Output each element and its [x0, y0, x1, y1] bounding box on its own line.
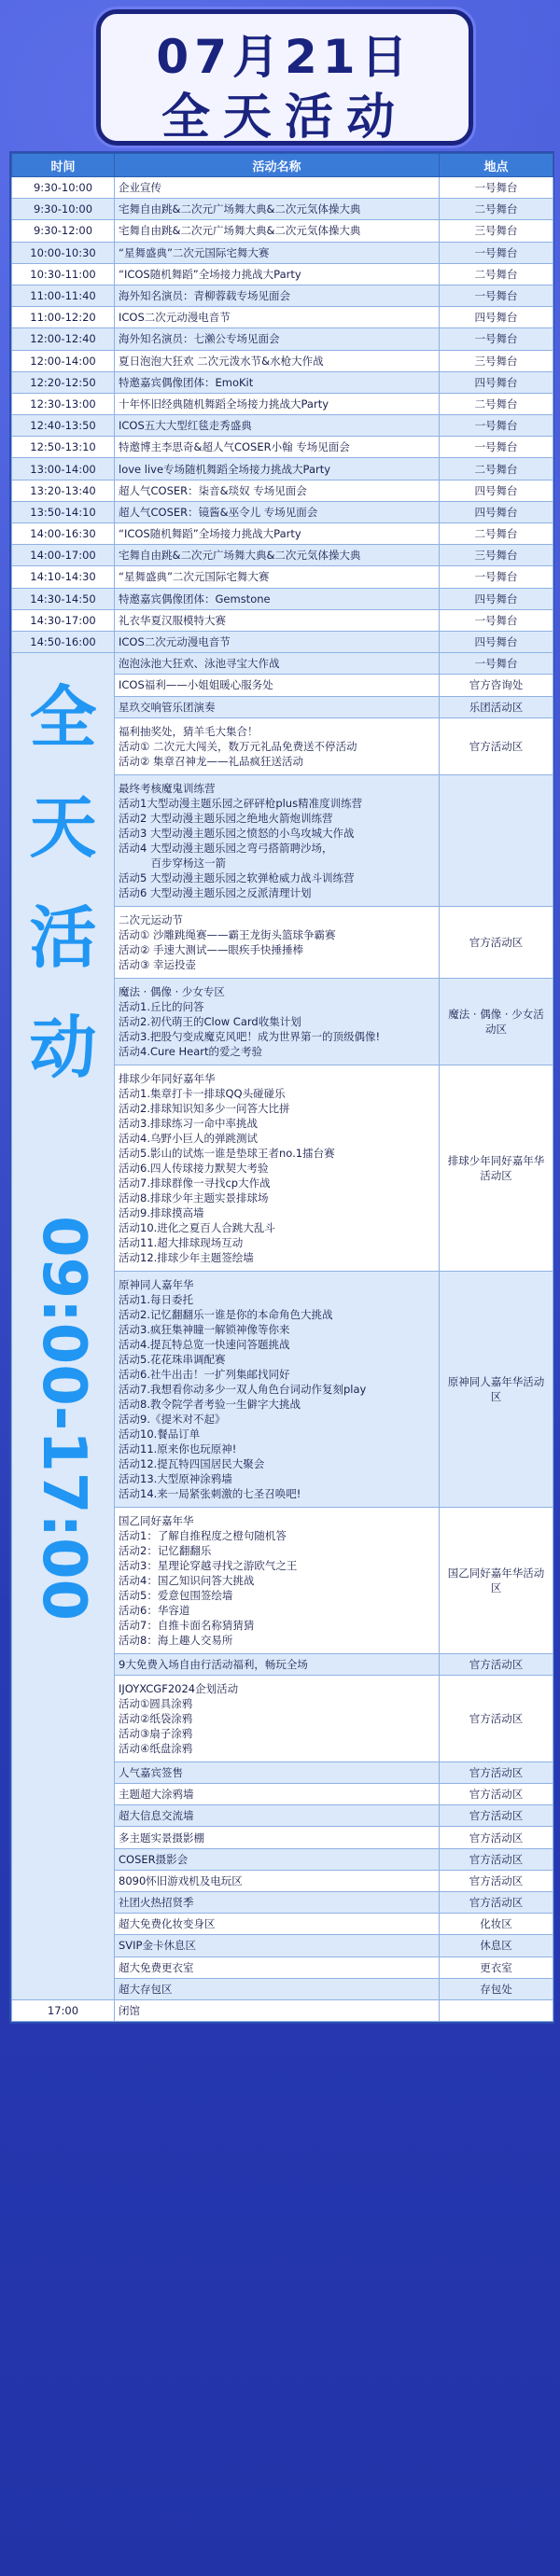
row-venue: 二号舞台 [440, 263, 553, 285]
activity-line: 活动7：自推卡面名称猜猜猜 [119, 1618, 255, 1632]
table-row [12, 371, 553, 393]
allday-activity [115, 1065, 440, 1271]
table-row [12, 307, 553, 328]
schedule-table [9, 151, 554, 2024]
activity-line: 活动4.Cure Heart的爱之考验 [119, 1044, 263, 1058]
activity-line: 活动8.教令院学者考验一生僻字大挑战 [119, 1397, 301, 1411]
activity-line: 活动④纸盘涂鸦 [119, 1741, 193, 1755]
allday-activity [115, 1271, 440, 1507]
row-activity: “ICOS随机舞蹈”全场接力挑战大Party [115, 263, 440, 285]
activity-line: 活动9.《提米对不起》 [119, 1412, 226, 1426]
allday-activity [115, 1827, 440, 1848]
row-time: 12:20-12:50 [12, 371, 115, 393]
allday-label-char: 全 [29, 678, 97, 758]
table-row [12, 328, 553, 350]
activity-line: 福利抽奖处，猜羊毛大集合！ [119, 724, 259, 738]
allday-activity [115, 1935, 440, 1956]
activity-line: 超大信息交流墙 [119, 1809, 194, 1823]
activity-line: 8090怀旧游戏机及电玩区 [119, 1873, 243, 1887]
activity-line: 活动8.排球少年主题实景排球场 [119, 1191, 269, 1204]
row-venue: 三号舞台 [440, 545, 553, 566]
allday-label [12, 653, 115, 2000]
table-row [12, 242, 553, 263]
activity-line: 活动7.我想看你动多少一双人角色台词动作复刻play [119, 1382, 367, 1396]
activity-line: 活动① 沙雕跳绳赛——霸王龙街头篮球争霸赛 [119, 927, 336, 941]
row-venue: 二号舞台 [440, 393, 553, 414]
row-time: 10:30-11:00 [12, 263, 115, 285]
row-time: 12:00-12:40 [12, 328, 115, 350]
allday-activity [115, 978, 440, 1065]
allday-activity [115, 1956, 440, 1978]
row-venue: 四号舞台 [440, 480, 553, 501]
row-venue: 一号舞台 [440, 609, 553, 631]
row-time: 10:00-10:30 [12, 242, 115, 263]
activity-line: 活动6.四人传球接力默契大考验 [119, 1161, 269, 1175]
activity-line: 活动4：国乙知识问答大挑战 [119, 1573, 255, 1587]
activity-line: 活动②纸袋涂鸦 [119, 1711, 193, 1725]
allday-label-char: 动 [29, 1009, 97, 1088]
allday-venue: 官方活动区 [440, 1653, 553, 1675]
row-venue: 一号舞台 [440, 437, 553, 458]
row-venue: 四号舞台 [440, 371, 553, 393]
activity-line: 排球少年同好嘉年华 [119, 1071, 216, 1085]
allday-venue: 官方活动区 [440, 1784, 553, 1805]
title-subtitle: 全天活动 [161, 90, 408, 146]
activity-line: 活动2.初代萌王的Clow Card收集计划 [119, 1014, 301, 1028]
allday-venue: 国乙同好嘉年华活动区 [440, 1507, 553, 1653]
row-activity: 宅舞自由跳&二次元广场舞大典&二次元気体操大典 [115, 199, 440, 220]
row-activity: 特邀博主李思奇&超人气COSER小翰 专场见面会 [115, 437, 440, 458]
allday-time-text: 09:00-17:00 [28, 1216, 98, 1622]
activity-line: 活动4.乌野小巨人的弹跳测试 [119, 1131, 258, 1145]
activity-line: 魔法 · 偶像 · 少女专区 [119, 984, 225, 998]
activity-line: 活动11.原来你也玩原神! [119, 1441, 237, 1455]
row-activity: 夏日泡泡大狂欢 二次元泼水节&水枪大作战 [115, 350, 440, 371]
activity-line: 活动10.餐品订单 [119, 1427, 201, 1441]
activity-line: 活动5 大型动漫主题乐园之软弹枪威力战斗训练营 [119, 870, 355, 884]
row-time: 11:00-12:20 [12, 307, 115, 328]
table-row [12, 501, 553, 522]
row-time: 13:00-14:00 [12, 458, 115, 480]
allday-activity [115, 653, 440, 675]
row-activity: “ICOS随机舞蹈”全场接力挑战大Party [115, 523, 440, 545]
row-venue: 四号舞台 [440, 501, 553, 522]
row-activity: 企业宣传 [115, 177, 440, 199]
allday-venue: 官方活动区 [440, 1805, 553, 1827]
row-activity: ICOS五大大型红毯走秀盛典 [115, 415, 440, 437]
allday-label-char: 活 [29, 898, 97, 978]
activity-line: 社团火热招贤季 [119, 1896, 194, 1910]
table-row [12, 631, 553, 652]
allday-label-char: 天 [29, 788, 97, 868]
activity-line: 活动3：星理论穿越寻找之游欧气之王 [119, 1558, 298, 1572]
allday-venue: 休息区 [440, 1935, 553, 1956]
row-venue: 四号舞台 [440, 588, 553, 609]
row-venue: 一号舞台 [440, 566, 553, 588]
activity-line: 活动2：记忆翻翻乐 [119, 1543, 212, 1557]
row-venue: 一号舞台 [440, 415, 553, 437]
allday-venue: 魔法 · 偶像 · 少女活动区 [440, 978, 553, 1065]
allday-label-time [16, 1138, 110, 1698]
activity-line: 活动14.来一局紧张刺激的七圣召唤吧! [119, 1486, 301, 1500]
row-activity: “星舞盛典”二次元国际宅舞大赛 [115, 242, 440, 263]
activity-line: 活动2 大型动漫主题乐园之绝地火箭炮训练营 [119, 811, 333, 825]
allday-activity [115, 1892, 440, 1914]
activity-line: 活动② 集章召神龙——礼品疯狂送活动 [119, 754, 303, 768]
row-activity: 特邀嘉宾偶像团体：Gemstone [115, 588, 440, 609]
table-row [12, 285, 553, 306]
table-row [12, 545, 553, 566]
row-venue: 三号舞台 [440, 220, 553, 242]
row-venue: 四号舞台 [440, 631, 553, 652]
activity-line: 活动1.每日委托 [119, 1292, 193, 1306]
closing-time: 17:00 [12, 1999, 115, 2021]
row-time: 13:50-14:10 [12, 501, 115, 522]
allday-activity [115, 1507, 440, 1653]
activity-line: 超大存包区 [119, 1982, 173, 1996]
closing-name: 闭馆 [115, 1999, 440, 2021]
row-time: 12:00-14:00 [12, 350, 115, 371]
allday-activity [115, 1848, 440, 1870]
allday-venue: 官方活动区 [440, 1761, 553, 1783]
row-activity: 宅舞自由跳&二次元广场舞大典&二次元気体操大典 [115, 220, 440, 242]
activity-line: 活动3.把股勺变成魔克风吧！成为世界第一的顶级偶像! [119, 1029, 381, 1043]
activity-line: 多主题实景摄影棚 [119, 1831, 204, 1845]
allday-activity [115, 774, 440, 906]
allday-venue: 化妆区 [440, 1914, 553, 1935]
activity-line: 活动5.花花珠串调配赛 [119, 1352, 226, 1366]
activity-line: 活动1.集章打卡一排球QQ头碰碰乐 [119, 1086, 286, 1100]
allday-venue: 乐团活动区 [440, 696, 553, 717]
activity-line: 百步穿杨这一箭 [119, 856, 226, 870]
title-date: 07月21日 [156, 30, 413, 84]
header-venue: 地点 [440, 154, 553, 177]
row-time: 9:30-12:00 [12, 220, 115, 242]
activity-line: 活动9.排球摸高墙 [119, 1205, 204, 1219]
allday-activity [115, 1675, 440, 1761]
allday-activity [115, 906, 440, 978]
row-time: 9:30-10:00 [12, 177, 115, 199]
table-row [12, 480, 553, 501]
activity-line: 活动4.提瓦特总览一快速问答题挑战 [119, 1337, 290, 1351]
activity-line: 活动7.排球群像一寻找cp大作战 [119, 1176, 271, 1190]
allday-venue: 一号舞台 [440, 653, 553, 675]
activity-line: COSER摄影会 [119, 1852, 189, 1866]
allday-venue: 官方活动区 [440, 1848, 553, 1870]
table-row [12, 415, 553, 437]
row-venue: 二号舞台 [440, 523, 553, 545]
row-time: 14:00-16:30 [12, 523, 115, 545]
activity-line: 活动11.超大排球现场互动 [119, 1235, 244, 1249]
allday-label-chars [16, 662, 110, 1103]
allday-venue: 官方活动区 [440, 717, 553, 774]
activity-line: 活动1.丘比的问答 [119, 999, 204, 1013]
activity-line: 最终考核魔鬼训练营 [119, 781, 216, 795]
row-time: 14:30-17:00 [12, 609, 115, 631]
row-activity: ICOS二次元动漫电音节 [115, 631, 440, 652]
allday-venue: 官方活动区 [440, 1892, 553, 1914]
row-time: 14:00-17:00 [12, 545, 115, 566]
activity-line: ICOS福利——小姐姐暖心服务处 [119, 678, 273, 692]
activity-line: SVIP金卡休息区 [119, 1939, 196, 1953]
activity-line: 活动5.影山的试炼一谁是垫球王者no.1擂台赛 [119, 1146, 335, 1160]
activity-line: 活动5：爱意包围签绘墙 [119, 1588, 233, 1602]
allday-activity [115, 1870, 440, 1891]
row-activity: “星舞盛典”二次元国际宅舞大赛 [115, 566, 440, 588]
activity-line: 活动1：了解自推程度之橙句随机答 [119, 1528, 287, 1542]
allday-row [12, 653, 553, 675]
row-activity: 海外知名演员：七濑公专场见面会 [115, 328, 440, 350]
table-row [12, 177, 553, 199]
allday-venue: 官方活动区 [440, 1870, 553, 1891]
table-row [12, 523, 553, 545]
row-time: 12:30-13:00 [12, 393, 115, 414]
row-time: 14:10-14:30 [12, 566, 115, 588]
allday-label-box [16, 653, 110, 1999]
allday-activity [115, 696, 440, 717]
row-time: 9:30-10:00 [12, 199, 115, 220]
activity-line: 活动6.社牛出击！一扩列集邮找同好 [119, 1367, 290, 1381]
row-venue: 一号舞台 [440, 285, 553, 306]
activity-line: 活动③ 幸运投壶 [119, 957, 196, 971]
closing-row [12, 1999, 553, 2021]
row-time: 14:50-16:00 [12, 631, 115, 652]
table-row [12, 350, 553, 371]
row-venue: 二号舞台 [440, 199, 553, 220]
activity-line: 9大免费入场自由行活动福利，畅玩全场 [119, 1657, 308, 1671]
table-row [12, 437, 553, 458]
allday-venue: 更衣室 [440, 1956, 553, 1978]
activity-line: 活动4 大型动漫主题乐园之弯弓搭箭聘沙场， [119, 841, 333, 855]
row-activity: 超人气COSER：镜酱&巫令儿 专场见面会 [115, 501, 440, 522]
header-name: 活动名称 [115, 154, 440, 177]
activity-line: 星玖交响管乐团演奏 [119, 700, 216, 714]
activity-line: 活动6：华容道 [119, 1603, 190, 1617]
table-row [12, 263, 553, 285]
row-time: 13:20-13:40 [12, 480, 115, 501]
activity-line: 活动2.排球知识知多少一问答大比拼 [119, 1101, 290, 1115]
table-header-row [12, 154, 553, 177]
allday-activity [115, 1784, 440, 1805]
row-time: 11:00-11:40 [12, 285, 115, 306]
activity-line: 活动3 大型动漫主题乐园之愤怒的小鸟攻城大作战 [119, 826, 355, 840]
activity-line: 人气嘉宾签售 [119, 1765, 183, 1779]
row-activity: ICOS二次元动漫电音节 [115, 307, 440, 328]
row-activity: 礼衣华夏汉服模特大赛 [115, 609, 440, 631]
activity-line: 原神同人嘉年华 [119, 1277, 194, 1291]
activity-line: 活动①圆具涂鸦 [119, 1696, 193, 1710]
allday-activity [115, 1761, 440, 1783]
activity-line: 活动12.提瓦特四国居民大聚会 [119, 1456, 265, 1470]
allday-venue: 原神同人嘉年华活动区 [440, 1271, 553, 1507]
allday-activity [115, 1978, 440, 1999]
activity-line: 国乙同好嘉年华 [119, 1513, 194, 1527]
row-time: 14:30-14:50 [12, 588, 115, 609]
activity-line: 活动1大型动漫主题乐园之砰砰枪plus精准度训练营 [119, 796, 363, 810]
activity-line: 活动3.排球练习一命中率挑战 [119, 1116, 258, 1130]
row-venue: 三号舞台 [440, 350, 553, 371]
row-activity: love live专场随机舞蹈全场接力挑战大Party [115, 458, 440, 480]
activity-line: 泡泡泳池大狂欢、泳池寻宝大作战 [119, 657, 280, 671]
activity-line: 二次元运动节 [119, 912, 183, 926]
activity-line: 活动③扇子涂鸦 [119, 1726, 193, 1740]
row-venue: 一号舞台 [440, 177, 553, 199]
row-time: 12:40-13:50 [12, 415, 115, 437]
activity-line: 活动2.记忆翻翻乐一谁是你的本命角色大挑战 [119, 1307, 333, 1321]
activity-line: 活动10.进化之夏百人合跳大乱斗 [119, 1220, 275, 1234]
activity-line: 主题超大涂鸦墙 [119, 1788, 194, 1802]
activity-line: 活动3.疯狂集神瞳一解锁神像等你来 [119, 1322, 290, 1336]
allday-venue: 官方活动区 [440, 1827, 553, 1848]
allday-activity [115, 1805, 440, 1827]
allday-venue: 排球少年同好嘉年华活动区 [440, 1065, 553, 1271]
allday-venue: 官方活动区 [440, 1675, 553, 1761]
allday-venue: 官方活动区 [440, 906, 553, 978]
table-row [12, 458, 553, 480]
allday-activity [115, 717, 440, 774]
row-activity: 特邀嘉宾偶像团体：EmoKit [115, 371, 440, 393]
activity-line: 活动① 二次元大闯关，数万元礼品免费送不停活动 [119, 739, 357, 753]
row-activity: 海外知名演员：青柳蓉载专场见面会 [115, 285, 440, 306]
allday-venue: 官方咨询处 [440, 675, 553, 696]
row-venue: 一号舞台 [440, 242, 553, 263]
allday-activity [115, 1914, 440, 1935]
table-row [12, 393, 553, 414]
title-banner [96, 9, 473, 146]
row-activity: 超人气COSER：柒音&琰奴 专场见面会 [115, 480, 440, 501]
table-row [12, 609, 553, 631]
activity-line: 活动8：海上趣人交易所 [119, 1633, 233, 1647]
activity-line: 活动13.大型原神涂鸦墙 [119, 1471, 232, 1485]
row-venue: 四号舞台 [440, 307, 553, 328]
row-activity: 十年怀旧经典随机舞蹈全场接力挑战大Party [115, 393, 440, 414]
allday-venue [440, 774, 553, 906]
activity-line: 活动6 大型动漫主题乐园之反派清理计划 [119, 885, 312, 899]
allday-activity [115, 1653, 440, 1675]
allday-venue: 存包处 [440, 1978, 553, 1999]
table-row [12, 220, 553, 242]
activity-line: 活动12.排球少年主题签绘墙 [119, 1250, 254, 1264]
row-time: 12:50-13:10 [12, 437, 115, 458]
closing-venue [440, 1999, 553, 2021]
activity-line: IJOYXCGF2024企划活动 [119, 1681, 239, 1695]
table-row [12, 588, 553, 609]
table-row [12, 566, 553, 588]
row-activity: 宅舞自由跳&二次元广场舞大典&二次元気体操大典 [115, 545, 440, 566]
allday-activity [115, 675, 440, 696]
activity-line: 活动② 手速大测试——眼疾手快捶捶棒 [119, 942, 303, 956]
activity-line: 超大免费更衣室 [119, 1960, 194, 1974]
header-time: 时间 [12, 154, 115, 177]
row-venue: 一号舞台 [440, 328, 553, 350]
table-row [12, 199, 553, 220]
activity-line: 超大免费化妆变身区 [119, 1917, 216, 1931]
row-venue: 二号舞台 [440, 458, 553, 480]
